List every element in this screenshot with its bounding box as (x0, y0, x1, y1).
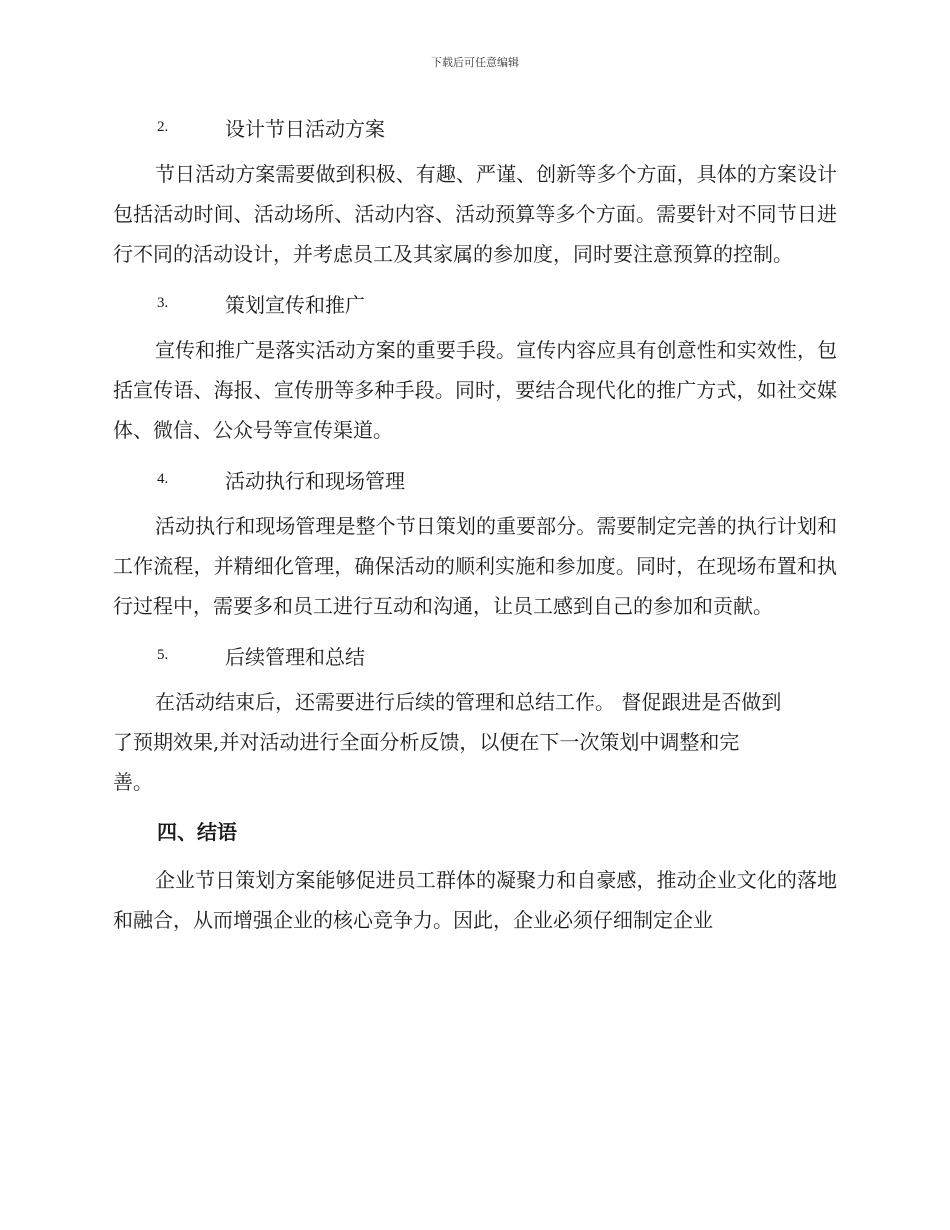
item-title: 活动执行和现场管理 (225, 468, 405, 493)
item-title: 策划宣传和推广 (225, 292, 365, 317)
paragraph-line: 在活动结束后，还需要进行后续的管理和总结工作。 督促跟进是否做到 (155, 690, 782, 714)
item-number: 4. (157, 470, 169, 487)
paragraph-line: 善。 (113, 770, 153, 794)
item-heading-2 (113, 108, 837, 146)
page-header: 下载后可任意编辑 (431, 56, 519, 69)
item-heading-5 (113, 636, 837, 674)
item-heading-4 (113, 460, 837, 498)
item-number: 5. (157, 646, 169, 663)
item-number: 3. (157, 294, 169, 311)
item-title: 设计节日活动方案 (225, 116, 385, 141)
item-number: 2. (157, 118, 169, 135)
conclusion-paragraph: 企业节日策划方案能够促进员工群体的凝聚力和自豪感，推动企业文化的落地和融合，从而增强企业的核心竞争力。因此，企业必须仔细制定企业 (113, 868, 837, 932)
item-paragraph: 节日活动方案需要做到积极、有趣、严谨、创新等多个方面，具体的方案设计包括活动时间、活动场所、活动内容、活动预算等多个方面。需要针对不同节日进行不同的活动设计，并考虑员工及其家属的参加度，同时要注意预算的控制。 (113, 162, 837, 266)
item-paragraph: 宣传和推广是落实活动方案的重要手段。宣传内容应具有创意性和实效性，包括宣传语、海报、宣传册等多种手段。同时，要结合现代化的推广方式，如社交媒体、微信、公众号等宣传渠道。 (113, 338, 837, 442)
paragraph-line: 了预期效果,并对活动进行全面分析反馈，以便在下一次策划中调整和完 (113, 730, 740, 754)
item-paragraph (113, 682, 837, 802)
item-heading-3 (113, 284, 837, 322)
item-title: 后续管理和总结 (225, 644, 365, 669)
document-body (113, 108, 837, 950)
section-heading-conclusion: 四、结语 (157, 820, 237, 844)
item-paragraph: 活动执行和现场管理是整个节日策划的重要部分。需要制定完善的执行计划和工作流程，并精细化管理，确保活动的顺利实施和参加度。同时，在现场布置和执行过程中，需要多和员工进行互动和沟通，让员工感到自己的参加和贡献。 (113, 514, 837, 618)
